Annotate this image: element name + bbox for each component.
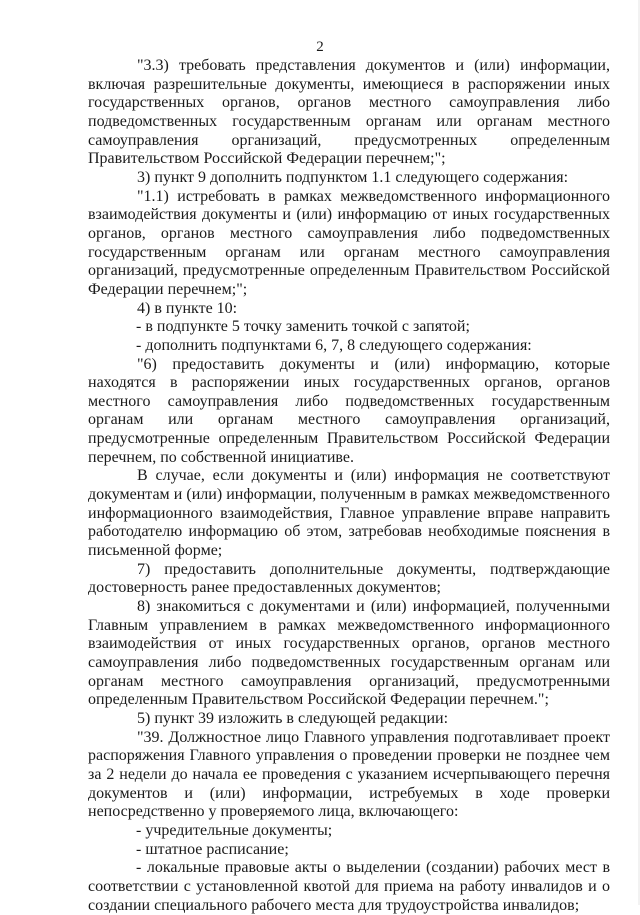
paragraph-dash-1: - в подпункте 5 точку заменить точкой с запятой; [136,318,470,336]
document-body [88,57,610,915]
paragraph-item-5: 5) пункт 39 изложить в следующей редакции: [137,709,449,727]
paragraph-8: 8) знакомиться с документами и (или) информацией, полученными Главным управлением в рамках межведомственного информационного взаимодействия от иных государственных органов, органов местного самоуправления либо подведомственных государственным органам или органам местного самоуправления организаций, предусмотренными определенным Правительством Российской Федерации перечнем."; [88,598,610,709]
list-item-staff-schedule: - штатное расписание; [136,840,289,858]
paragraph-item-4: 4) в пункте 10: [137,299,238,317]
paragraph-39: "39. Должностное лицо Главного управления подготавливает проект распоряжения Главного управления о проведении проверки не позднее чем за 2 недели до начала ее проведения с указанием исчерпывающего перечня документов и (или) информации, истребуемых в ходе проверки непосредственно у проверяемого лица, включающего: [88,728,610,821]
paragraph-dash-2: - дополнить подпунктами 6, 7, 8 следующего содержания: [136,336,532,354]
paragraph-item-3: 3) пункт 9 дополнить подпунктом 1.1 следующего содержания: [137,168,569,186]
paragraph-discrepancy: В случае, если документы и (или) информация не соответствуют документам и (или) информации, полученным в рамках межведомственного информационного взаимодействия, Главное управление вправе направить работодателю информацию об этом, затребовав необходимые пояснения в письменной форме; [88,467,610,560]
page-number: 2 [316,39,324,55]
list-item-local-acts: - локальные правовые акты о выделении (создании) рабочих мест в соответствии с установленной квотой для приема на работу инвалидов и о создании специального рабочего места для трудоустройства инвалидов; [88,859,610,914]
paragraph-1-1: "1.1) истребовать в рамках межведомственного информационного взаимодействия документы и (или) информацию от иных государственных органов, органов местного самоуправления либо подведомственных государственным органам или органам местного самоуправления организаций, предусмотренные определенным Правительством Российской Федерации перечнем;"; [88,187,610,298]
list-item-founding-docs: - учредительные документы; [136,821,333,839]
paragraph-7: 7) предоставить дополнительные документы, подтверждающие достоверность ранее предоставленных документов; [88,560,610,597]
paragraph-3-3: "3.3) требовать представления документов и (или) информации, включая разрешительные документы, имеющиеся в распоряжении иных государственных органов, органов местного самоуправления либо подведомственных государственным органам или органам местного самоуправления организаций, предусмотренных определенным Правительством Российской Федерации перечнем;"; [88,57,610,168]
paragraph-6: "6) предоставить документы и (или) информацию, которые находятся в распоряжении иных государственных органов, органов местного самоуправления либо подведомственных государственным органам или органам местного самоуправления организаций, предусмотренные определенным Правительством Российской Федерации перечнем, по собственной инициативе. [88,355,610,466]
